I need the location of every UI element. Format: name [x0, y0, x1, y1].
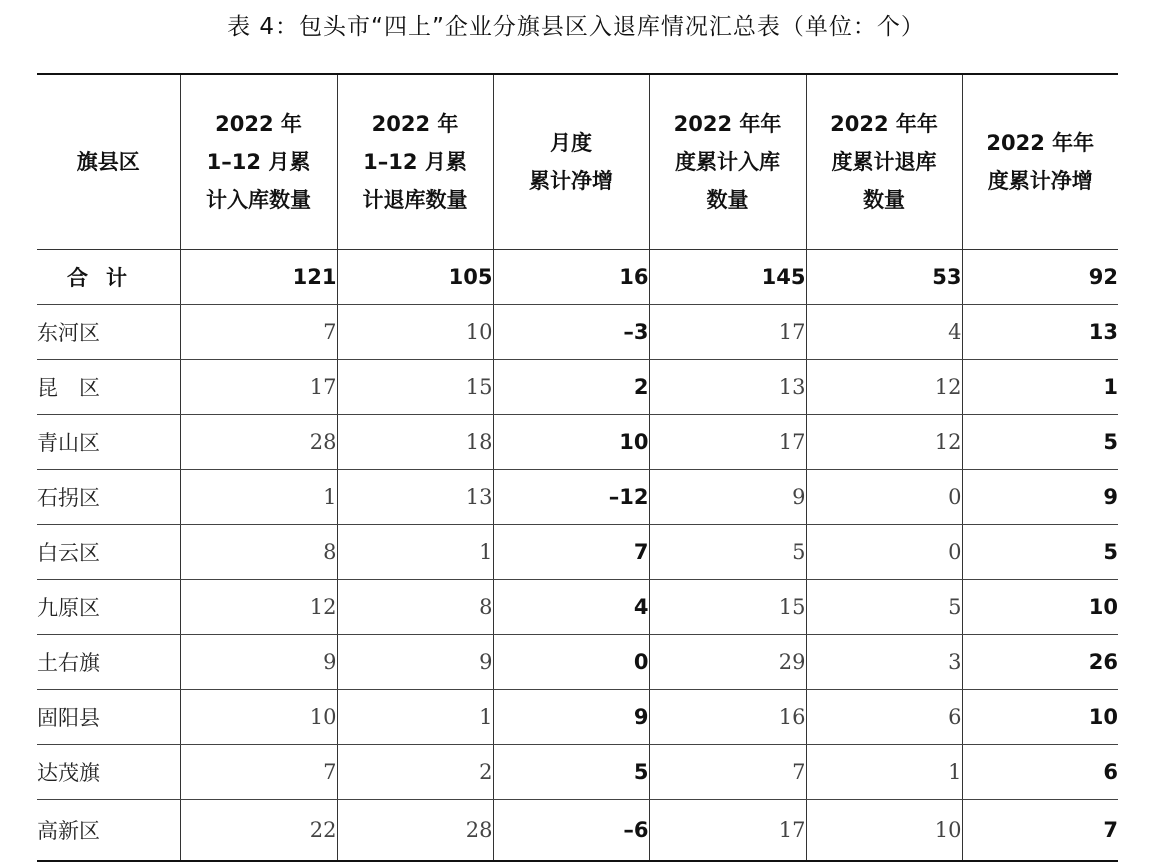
table-cell: 105: [337, 250, 493, 305]
table-cell: 28: [180, 415, 337, 470]
total-label: 合计: [37, 250, 180, 305]
region-name: 高新区: [37, 800, 180, 862]
table-cell: 9: [962, 470, 1118, 525]
table-row: [37, 580, 1118, 635]
table-row: [37, 470, 1118, 525]
table-cell: 29: [649, 635, 806, 690]
region-name: 达茂旗: [37, 745, 180, 800]
region-name: 青山区: [37, 415, 180, 470]
table-cell: 1: [962, 360, 1118, 415]
region-name: 昆 区: [37, 360, 180, 415]
table-cell: 7: [180, 745, 337, 800]
table-cell: 15: [337, 360, 493, 415]
region-name: 固阳县: [37, 690, 180, 745]
table-cell: 7: [649, 745, 806, 800]
table-cell: 26: [962, 635, 1118, 690]
table-row: [37, 525, 1118, 580]
table-cell: 121: [180, 250, 337, 305]
table-cell: 15: [649, 580, 806, 635]
table-cell: 3: [806, 635, 962, 690]
table-cell: 10: [493, 415, 649, 470]
table-cell: 10: [962, 690, 1118, 745]
table-cell: 6: [962, 745, 1118, 800]
table-cell: 92: [962, 250, 1118, 305]
table-cell: 17: [649, 800, 806, 862]
table-cell: 9: [180, 635, 337, 690]
table-cell: 5: [806, 580, 962, 635]
region-name: 土右旗: [37, 635, 180, 690]
table-cell: 28: [337, 800, 493, 862]
table-cell: 9: [493, 690, 649, 745]
table-cell: 7: [493, 525, 649, 580]
region-name: 石拐区: [37, 470, 180, 525]
table-row: [37, 305, 1118, 360]
table-cell: 1: [337, 690, 493, 745]
table-cell: 1: [806, 745, 962, 800]
table-title: 表 4：包头市“四上”企业分旗县区入退库情况汇总表（单位：个）: [227, 14, 925, 40]
table-cell: 16: [493, 250, 649, 305]
table-row: [37, 415, 1118, 470]
region-name: 白云区: [37, 525, 180, 580]
table-cell: 8: [337, 580, 493, 635]
table-row: [37, 800, 1118, 862]
table-cell: –12: [493, 470, 649, 525]
table-cell: 18: [337, 415, 493, 470]
table-cell: –6: [493, 800, 649, 862]
table-cell: 9: [337, 635, 493, 690]
table-cell: 10: [806, 800, 962, 862]
total-row: [37, 250, 1118, 305]
summary-table: [37, 73, 1118, 862]
table-cell: 17: [649, 415, 806, 470]
table-row: [37, 690, 1118, 745]
table-row: [37, 635, 1118, 690]
table-cell: 2: [337, 745, 493, 800]
table-cell: 6: [806, 690, 962, 745]
table-cell: 145: [649, 250, 806, 305]
table-cell: 5: [493, 745, 649, 800]
table-cell: 13: [337, 470, 493, 525]
table-cell: 1: [180, 470, 337, 525]
table-cell: 17: [180, 360, 337, 415]
table-cell: –3: [493, 305, 649, 360]
header-monthly-entries: 2022 年 1–12 月累 计入库数量: [180, 74, 337, 250]
table-cell: 17: [649, 305, 806, 360]
table-cell: 5: [649, 525, 806, 580]
table-cell: 1: [337, 525, 493, 580]
table-cell: 5: [962, 525, 1118, 580]
table-cell: 2: [493, 360, 649, 415]
table-cell: 13: [962, 305, 1118, 360]
table-cell: 0: [806, 525, 962, 580]
header-annual-entries: 2022 年年 度累计入库 数量: [649, 74, 806, 250]
table-row: [37, 360, 1118, 415]
table-cell: 4: [493, 580, 649, 635]
table-cell: 10: [337, 305, 493, 360]
table-cell: 22: [180, 800, 337, 862]
table-cell: 9: [649, 470, 806, 525]
header-annual-net: 2022 年年 度累计净增: [962, 74, 1118, 250]
table-cell: 12: [806, 360, 962, 415]
header-monthly-net: 月度 累计净增: [493, 74, 649, 250]
table-cell: 0: [493, 635, 649, 690]
table-cell: 8: [180, 525, 337, 580]
table-cell: 7: [180, 305, 337, 360]
table-cell: 12: [806, 415, 962, 470]
table-cell: 4: [806, 305, 962, 360]
table-cell: 7: [962, 800, 1118, 862]
table-cell: 13: [649, 360, 806, 415]
region-name: 九原区: [37, 580, 180, 635]
table-cell: 0: [806, 470, 962, 525]
table-cell: 12: [180, 580, 337, 635]
header-annual-exits: 2022 年年 度累计退库 数量: [806, 74, 962, 250]
header-row: [37, 74, 1118, 250]
table-row: [37, 745, 1118, 800]
table-cell: 5: [962, 415, 1118, 470]
table-cell: 53: [806, 250, 962, 305]
table-cell: 10: [180, 690, 337, 745]
table-cell: 16: [649, 690, 806, 745]
header-monthly-exits: 2022 年 1–12 月累 计退库数量: [337, 74, 493, 250]
region-name: 东河区: [37, 305, 180, 360]
header-region: 旗县区: [37, 74, 180, 250]
table-cell: 10: [962, 580, 1118, 635]
